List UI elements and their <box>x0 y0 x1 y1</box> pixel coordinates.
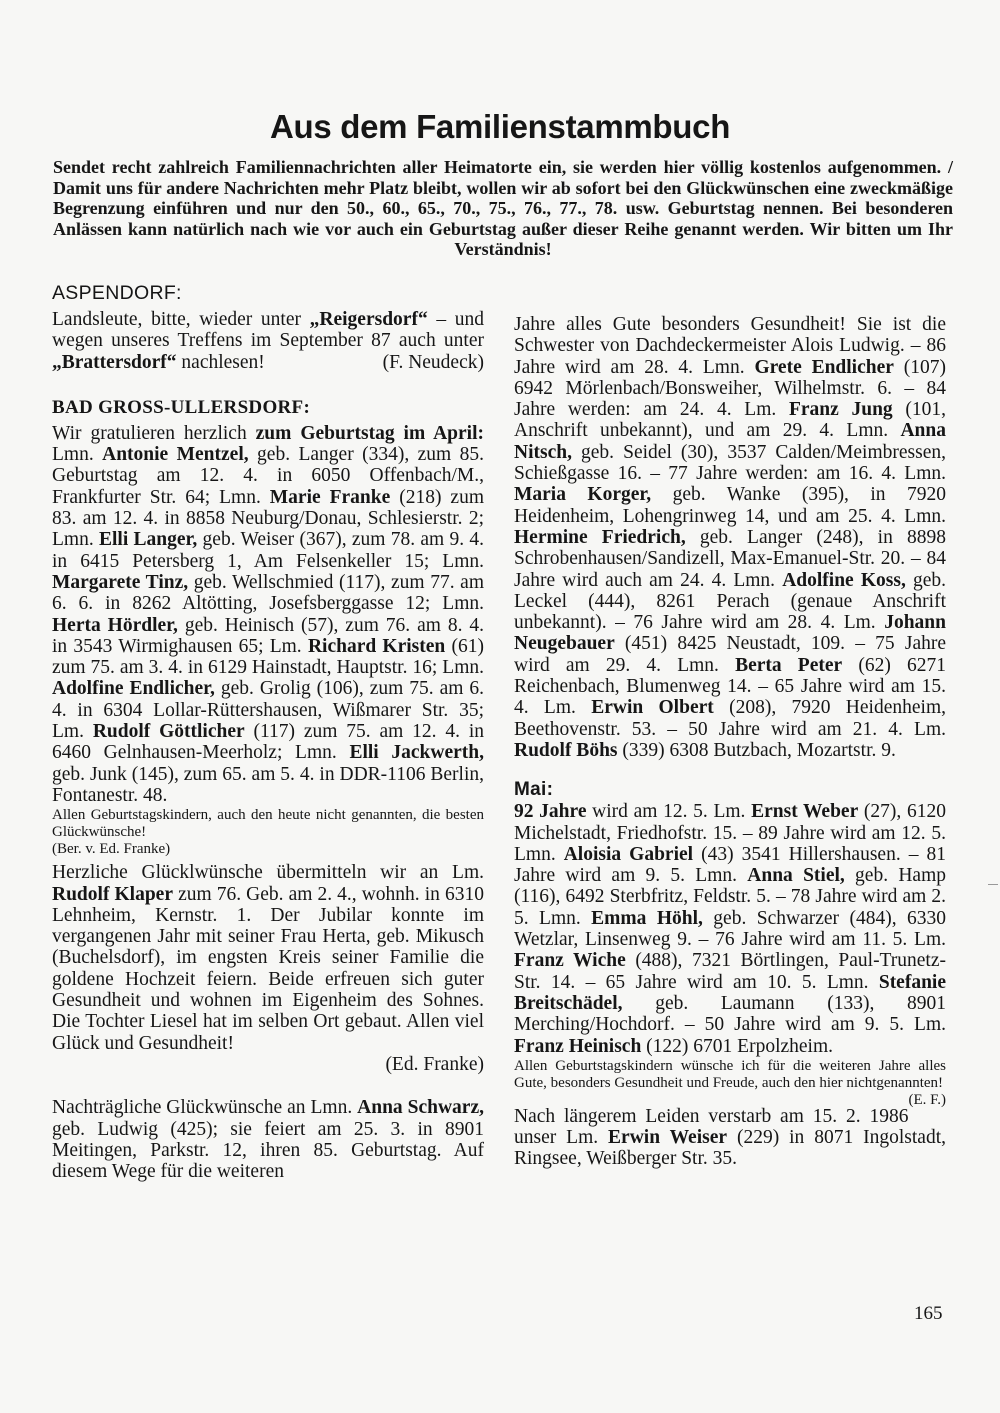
schwarz-paragraph: Nachträgliche Glückwünsche an Lmn. Anna Schwarz, geb. Ludwig (425); sie feiert am 25. 3. in 8901 Meitingen, Parkstr. 12, ihren 85. Geburtstag. Auf diesem Wege für die weiteren <box>52 1097 484 1183</box>
bad-birthday-paragraph: Wir gratulieren herzlich zum Geburtstag im April: Lmn. Antonie Mentzel, geb. Langer (334), zum 85. Geburtstag am 12. 4. in 6050 Offenbach/M., Frankfurter Str. 64; Lmn. Marie Franke (218) zum 83. am 12. 4. in 8858 Neuburg/Donau, Schlesierstr. 2; Lmn. Elli Langer, geb. Weiser (367), zum 78. am 9. 4. in 6415 Petersberg 1, Am Felsenkeller 15; Lmn. Margarete Tinz, geb. Wellschmied (117), zum 77. am 6. 6. in 8262 Altötting, Josefsberggasse 12; Lmn. Herta Hördler, geb. Heinisch (57), zum 76. am 8. 4. in 3543 Wirmighausen 65; Lm. Richard Kristen (61) zum 75. am 3. 4. in 6129 Hainstadt, Hauptstr. 16; Lmn. Adolfine Endlicher, geb. Grolig (106), zum 75. am 6. 4. in 6304 Lollar-Rüttershausen, Wißmarer Str. 35; Lm. Rudolf Göttlicher (117) zum 75. am 12. 4. in 6460 Gelnhausen-Meerholz; Lmn. Elli Jackwerth, geb. Junk (145), zum 65. am 5. 4. in DDR-1106 Berlin, Fontanestr. 48. <box>52 422 485 806</box>
klaper-paragraph: Herzliche Glücklwünsche übermitteln wir an Lm. Rudolf Klaper zum 76. Geb. am 2. 4., wohnh. in 6310 Lehnheim, Kernstr. 1. Der Jubilar konnte im vergangenen Jahr mit seiner Frau Herta, geb. Mikusch (Buchelsdorf), im engsten Kreis seiner Familie die goldene Hochzeit feiern. Beide erfreuen sich guter Gesundheit und wohnen im Eigenheim des Sohnes. Die Tochter Liesel hat im selben Ort gebaut. Allen viel Glück und Gesundheit! (Ed. Franke) <box>52 862 484 1075</box>
right-column <box>514 282 946 1170</box>
mai-closing-note: Allen Geburtstagskindern wünsche ich für die weiteren Jahre alles Gute, besonders Gesundheit und Freude, auch den hier nichtgenannten! (E. F.) <box>514 1057 946 1108</box>
aspendorf-paragraph: Landsleute, bitte, wieder unter „Reigersdorf“ – und wegen unseres Treffens im September 87 auch unter „Brattersdorf“ nachlesen! (F. Neudeck) <box>52 309 484 373</box>
intro-paragraph: Sendet recht zahlreich Familiennachrichten aller Heimatorte ein, sie werden hier völlig kostenlos aufgenommen. / Damit uns für andere Nachrichten mehr Platz bleibt, wollen wir ab sofort bei den Glückwünschen eine zweckmäßige Begrenzung einführen und nur den 50., 60., 65., 70., 75., 76., 77., 78. usw. Geburtstag nennen. Bei besonderen Anlässen kann natürlich nach wie vor auch ein Geburtstag außer dieser Reihe genannt werden. Wir bitten um Ihr Verständnis! <box>53 157 953 259</box>
bad-closing-note: Allen Geburtstagskindern, auch den heute nicht genannten, die besten Glückwünsche! (Ber. v. Ed. Franke) <box>52 807 484 858</box>
heading-bad-gross-ullersdorf: BAD GROSS-ULLERSDORF: <box>52 396 311 418</box>
page-number: 165 <box>914 1303 943 1324</box>
klaper-attribution: (Ed. Franke) <box>385 1053 484 1075</box>
aspendorf-attribution: (F. Neudeck) <box>382 351 484 373</box>
mai-closing-attribution: (E. F.) <box>908 1091 946 1108</box>
heading-aspendorf: ASPENDORF: <box>52 282 182 304</box>
heading-mai: Mai: <box>514 779 554 801</box>
bad-closing-attribution: (Ber. v. Ed. Franke) <box>52 841 171 858</box>
mai-paragraph: 92 Jahre wird am 12. 5. Lm. Ernst Weber (27), 6120 Michelstadt, Friedhofstr. 15. – 89 Jahre wird am 12. 5. Lmn. Aloisia Gabriel (43) 3541 Hillershausen. – 81 Jahre wird am 9. 5. Lmn. Anna Stiel, geb. Hamp (116), 6492 Sterbfritz, Feldstr. 5. – 78 Jahre wird am 2. 5. Lmn. Emma Höhl, geb. Schwarzer (484), 6330 Wetzlar, Linsenweg 9. – 76 Jahre wird am 11. 5. Lm. Franz Wiche (488), 7321 Börtlingen, Paul-Trunetz-Str. 14. – 65 Jahre wird am 10. 5. Lmn. Stefanie Breitschädel, geb. Laumann (133), 8901 Merching/Hochdorf. – 50 Jahre wird am 9. 5. Lm. Franz Heinisch (122) 6701 Erpolzheim. <box>514 801 947 1057</box>
crop-mark <box>988 884 998 885</box>
left-column <box>52 282 484 1182</box>
april-continuation-paragraph: Jahre alles Gute besonders Gesundheit! Sie ist die Schwester von Dachdeckermeister Alois Ludwig. – 86 Jahre wird am 28. 4. Lmn. Grete Endlicher (107) 6942 Mörlenbach/Bonsweiher, Wilhelmstr. 6. – 84 Jahre werden: am 24. 4. Lm. Franz Jung (101, Anschrift unbekannt), und am 29. 4. Lmn. Anna Nitsch, geb. Seidel (30), 3537 Calden/Meimbressen, Schießgasse 16. – 77 Jahre werden: am 16. 4. Lmn. Maria Korger, geb. Wanke (395), in 7920 Heidenheim, Lohengrinweg 14, und am 25. 4. Lmn. Hermine Friedrich, geb. Langer (248), in 8898 Schrobenhausen/Sandizell, Max-Emanuel-Str. 20. – 84 Jahre wird auch am 24. 4. Lmn. Adolfine Koss, geb. Leckel (444), 8261 Perach (genaue Anschrift unbekannt). – 76 Jahre wird am 28. 4. Lm. Johann Neugebauer (451) 8425 Neustadt, 109. – 75 Jahre wird am 29. 4. Lmn. Berta Peter (62) 6271 Reichenbach, Blumenweg 14. – 65 Jahre wird am 15. 4. Lm. Erwin Olbert (208), 7920 Heidenheim, Beethovenstr. 53. – 50 Jahre wird am 21. 4. Lm. Rudolf Böhs (339) 6308 Butzbach, Mozartstr. 9. <box>514 314 947 761</box>
page-title: Aus dem Familienstammbuch <box>269 108 731 145</box>
weiser-obituary-paragraph: Nach längerem Leiden verstarb am 15. 2. 1986 unser Lm. Erwin Weiser (229) in 8071 Ingolstadt, Ringsee, Weißberger Str. 35. <box>514 1105 946 1170</box>
